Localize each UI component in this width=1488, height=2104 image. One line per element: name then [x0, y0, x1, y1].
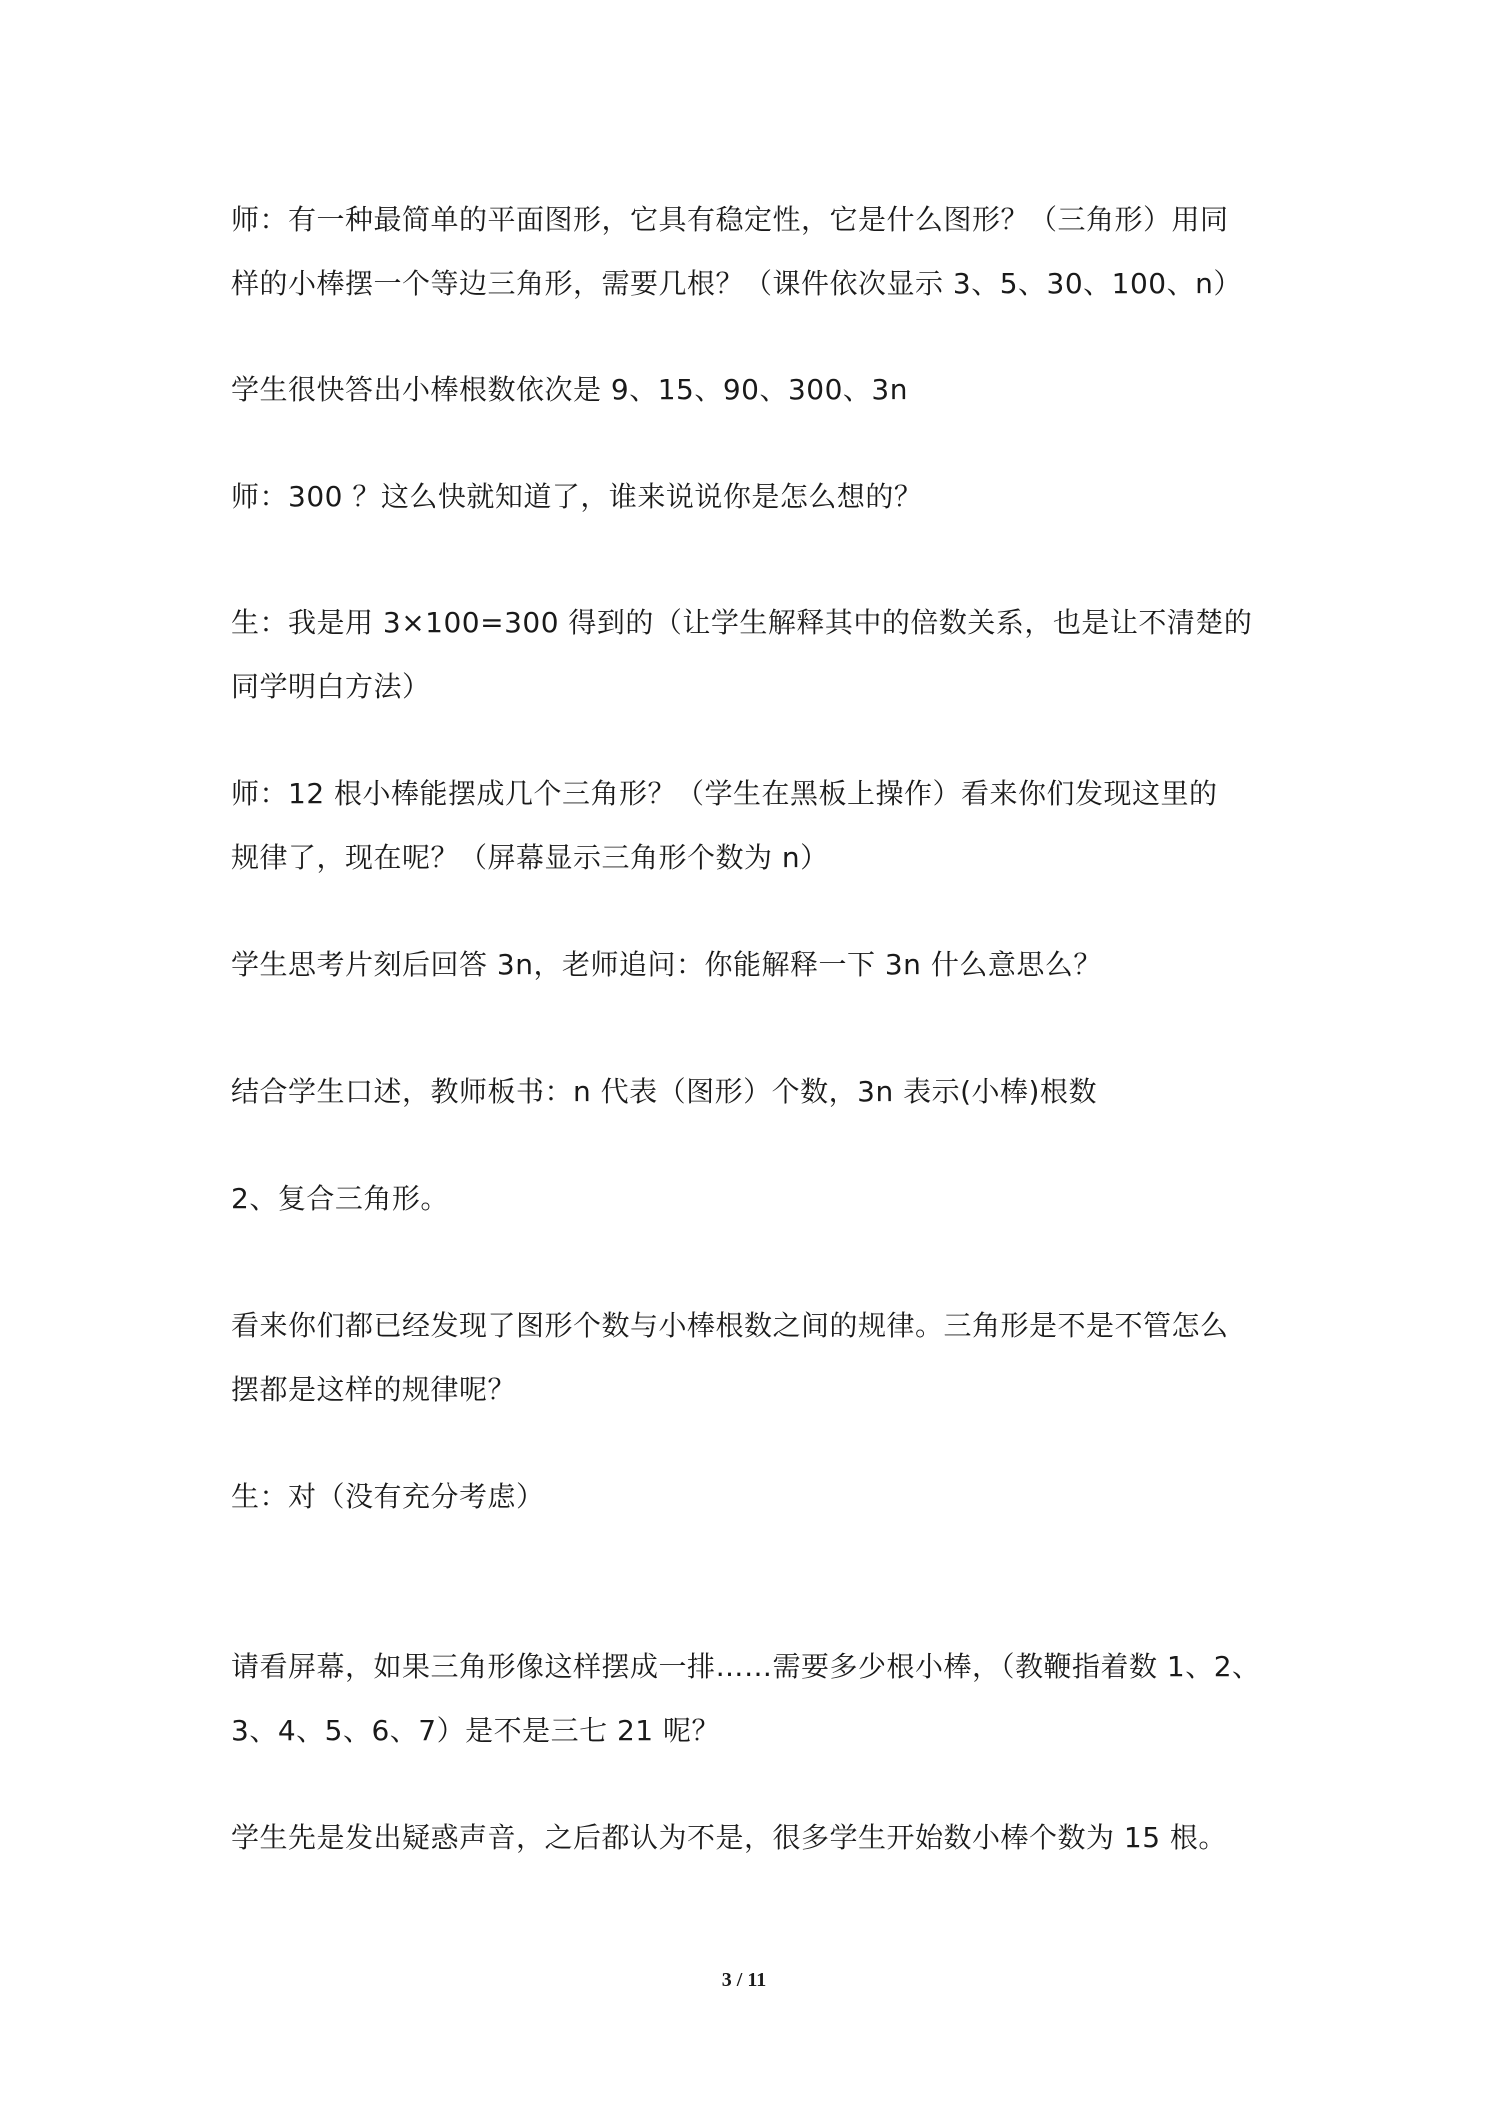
- text-line: 请看屏幕，如果三角形像这样摆成一排……需要多少根小棒，（教鞭指着数 1、2、: [231, 1650, 1261, 1683]
- paragraph-teacher-question-triangle: [231, 188, 1271, 316]
- paragraph-teacher-twelve-sticks: [231, 762, 1271, 890]
- paragraph-student-yes: [231, 1465, 1271, 1529]
- text-line: 同学明白方法）: [231, 670, 431, 703]
- paragraph-teacher-followup: [231, 465, 1271, 529]
- paragraph-screen-row-of-triangles: [231, 1635, 1271, 1763]
- text-line: 样的小棒摆一个等边三角形，需要几根？（课件依次显示 3、5、30、100、n）: [231, 267, 1242, 300]
- text-line: 生：对（没有充分考虑）: [231, 1480, 545, 1513]
- text-line: 2、复合三角形。: [231, 1182, 449, 1215]
- text-line: 学生先是发出疑惑声音，之后都认为不是，很多学生开始数小棒个数为 15 根。: [231, 1821, 1227, 1854]
- text-line: 学生思考片刻后回答 3n，老师追问：你能解释一下 3n 什么意思么？: [231, 948, 1102, 981]
- text-line: 看来你们都已经发现了图形个数与小棒根数之间的规律。三角形是不是不管怎么: [231, 1309, 1229, 1342]
- paragraph-student-3n: [231, 933, 1271, 997]
- text-line: 师：12 根小棒能摆成几个三角形？（学生在黑板上操作）看来你们发现这里的: [231, 777, 1218, 810]
- text-line: 生：我是用 3×100=300 得到的（让学生解释其中的倍数关系，也是让不清楚的: [231, 606, 1253, 639]
- paragraph-pattern-question: [231, 1294, 1271, 1422]
- paragraph-student-explanation: [231, 591, 1271, 719]
- section-heading-compound-triangle: [231, 1167, 1271, 1231]
- paragraph-student-count-15: [231, 1806, 1271, 1870]
- text-line: 学生很快答出小棒根数依次是 9、15、90、300、3n: [231, 373, 908, 406]
- paragraph-student-answer-counts: [231, 358, 1271, 422]
- text-line: 规律了，现在呢？（屏幕显示三角形个数为 n）: [231, 841, 829, 874]
- paragraph-board-notes: [231, 1060, 1271, 1124]
- text-line: 结合学生口述，教师板书：n 代表（图形）个数，3n 表示(小棒)根数: [231, 1075, 1097, 1108]
- text-line: 师：有一种最简单的平面图形，它具有稳定性，它是什么图形？（三角形）用同: [231, 203, 1229, 236]
- page-number: 3 / 11: [721, 1969, 767, 1991]
- text-line: 师：300 ？这么快就知道了，谁来说说你是怎么想的？: [231, 480, 923, 513]
- text-line: 摆都是这样的规律呢？: [231, 1373, 517, 1406]
- text-line: 3、4、5、6、7）是不是三七 21 呢？: [231, 1714, 721, 1747]
